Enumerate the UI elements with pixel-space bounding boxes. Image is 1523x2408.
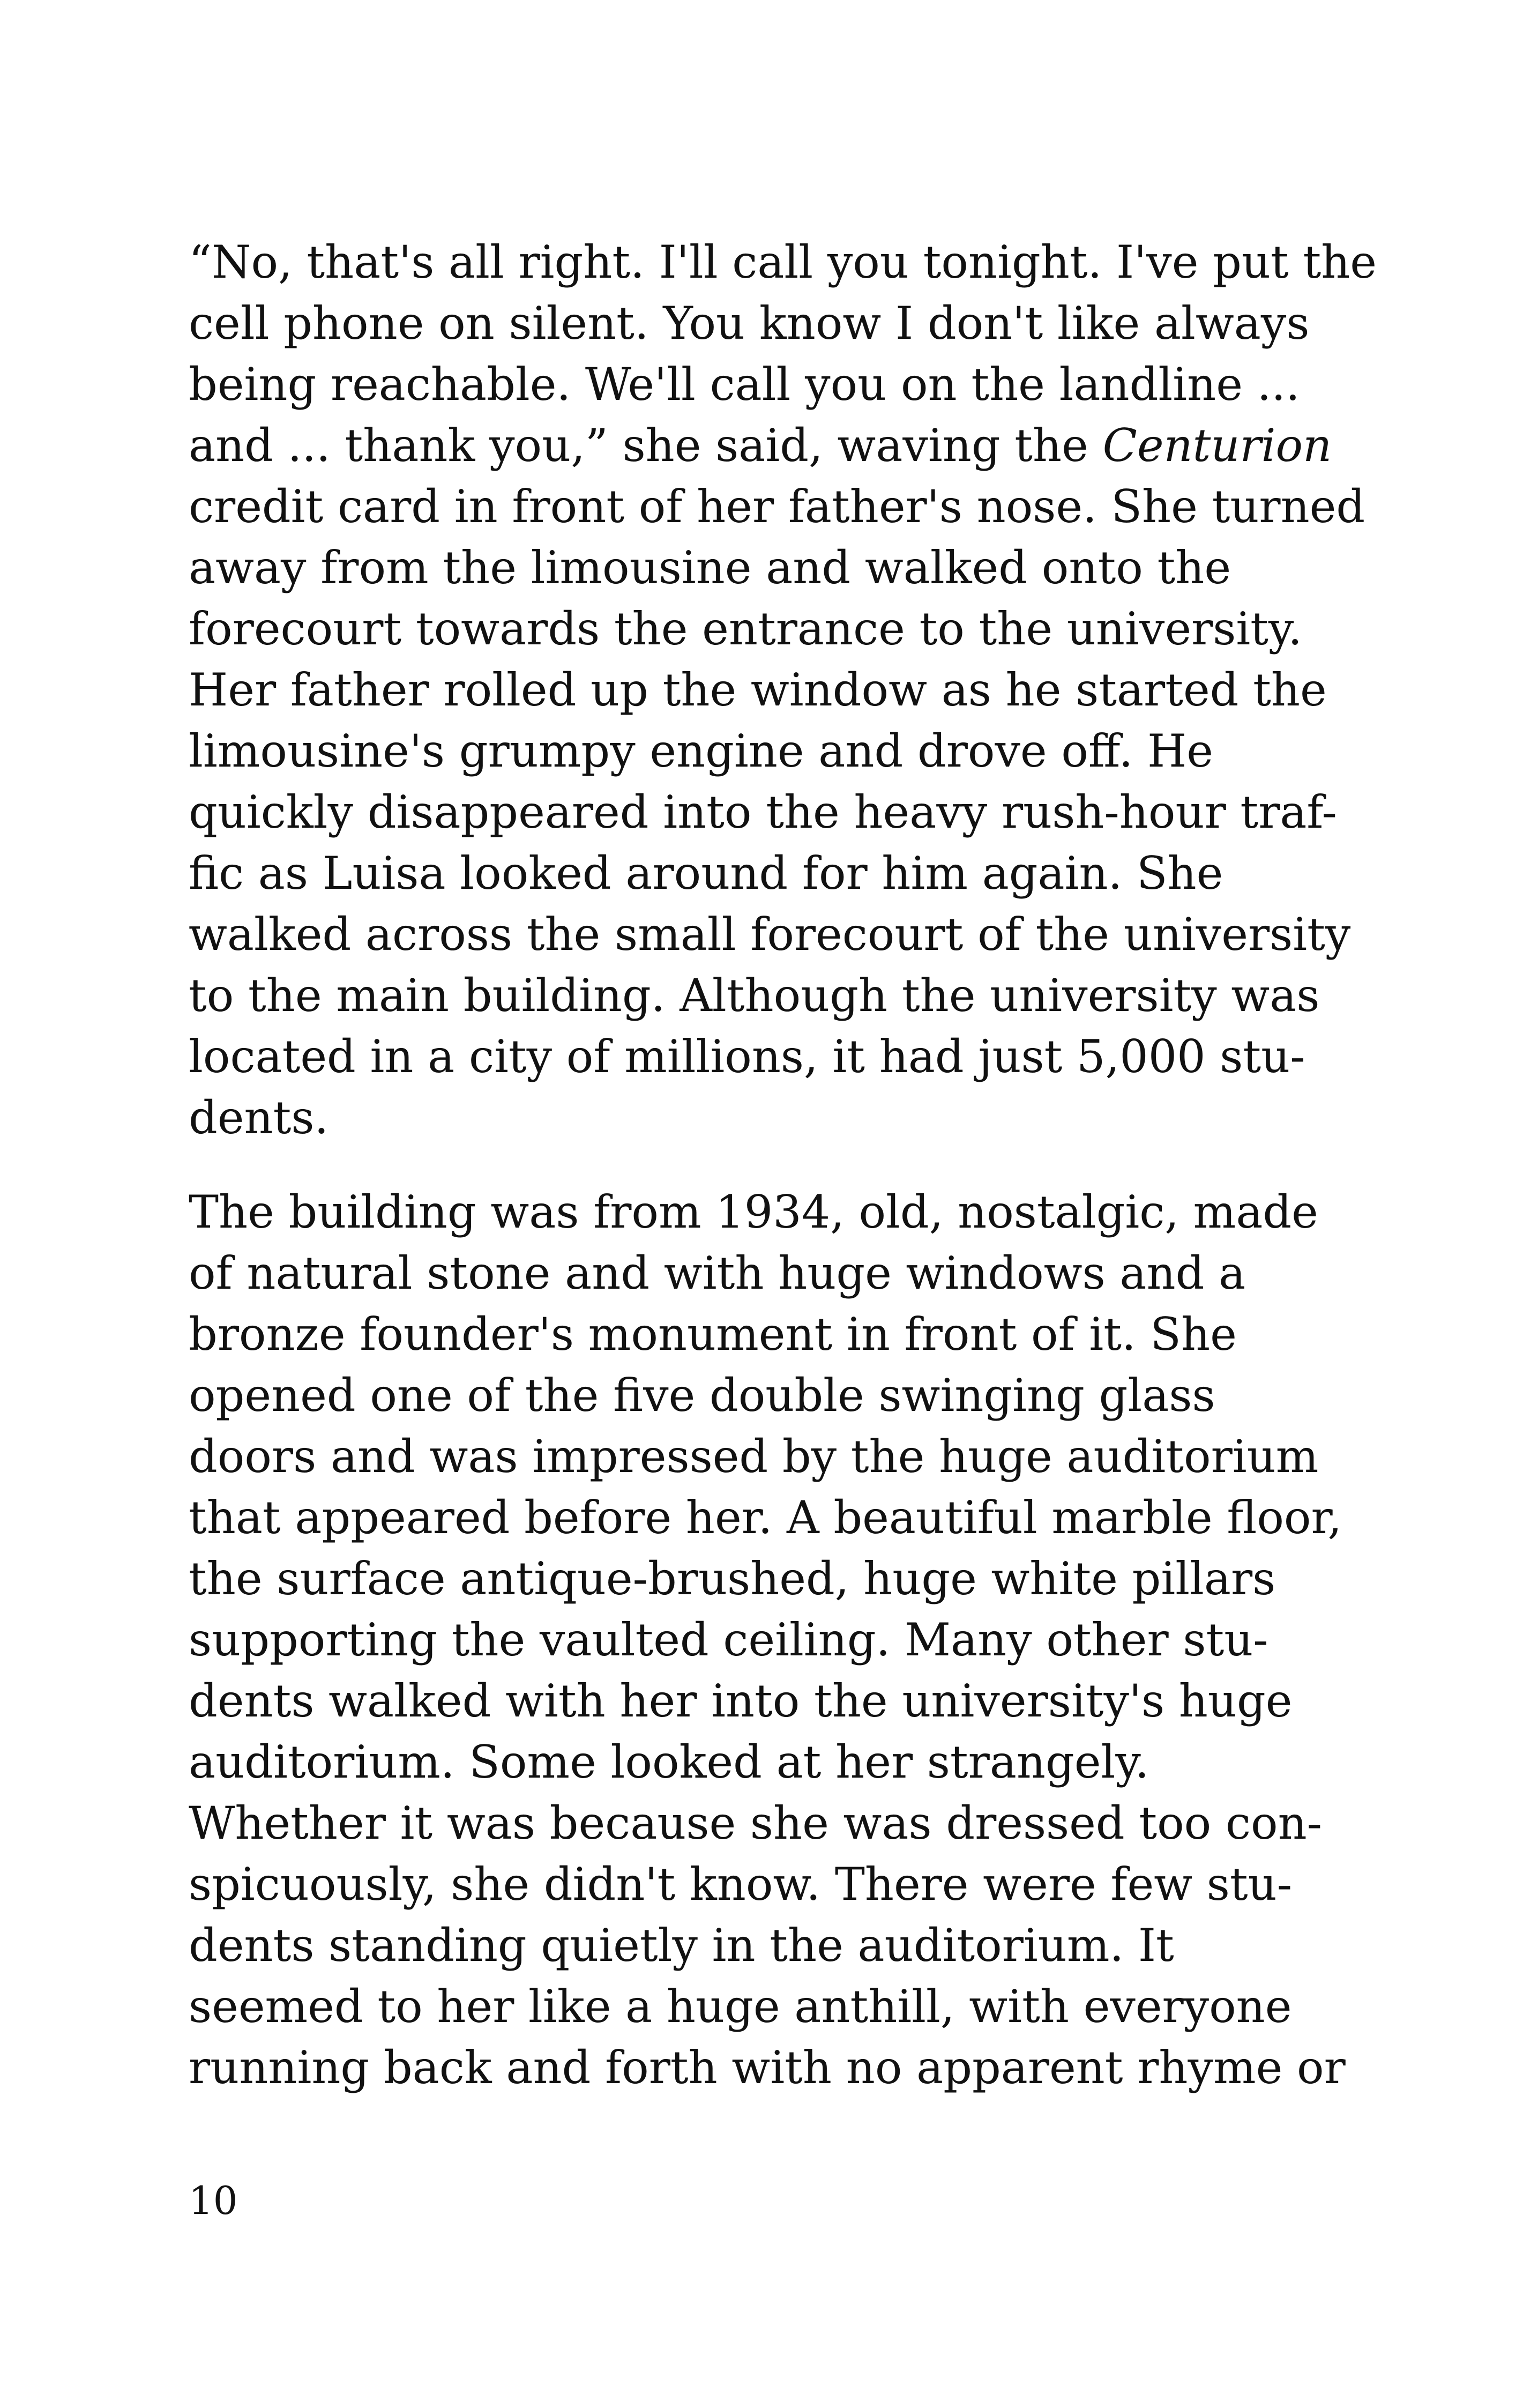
text-line: credit card in front of her father's nose. She turned: [189, 480, 1365, 533]
text-line: quickly disappeared into the heavy rush-hour traf-: [189, 786, 1337, 838]
text-line: dents walked with her into the university's huge: [189, 1675, 1293, 1727]
italic-term: Centurion: [1102, 419, 1332, 472]
text-line: dents standing quietly in the auditorium. It: [189, 1919, 1174, 1972]
text-line: “No, that's all right. I'll call you tonight. I've put the: [189, 236, 1377, 288]
text-line: walked across the small forecourt of the university: [189, 908, 1351, 961]
text-line: supporting the vaulted ceiling. Many other stu-: [189, 1614, 1268, 1666]
text-line: running back and forth with no apparent rhyme or: [189, 2041, 1346, 2094]
text-line: away from the limousine and walked onto the: [189, 541, 1231, 594]
text-line: being reachable. We'll call you on the landline ...: [189, 358, 1300, 411]
text-line: located in a city of millions, it had just 5,000 stu-: [189, 1030, 1305, 1083]
text-line: opened one of the five double swinging glass: [189, 1369, 1215, 1422]
paragraph-spacer: [189, 1148, 1303, 1181]
text-line: [189, 415, 1332, 476]
page-number: 10: [189, 2178, 238, 2223]
text-line: Her father rolled up the window as he started the: [189, 664, 1327, 716]
text-line: The building was from 1934, old, nostalgic, made: [189, 1186, 1318, 1238]
text-line: fic as Luisa looked around for him again. She: [189, 847, 1223, 900]
paragraph-2: [189, 1181, 1346, 2098]
text-line: the surface antique-brushed, huge white pillars: [189, 1552, 1276, 1605]
text-line: Whether it was because she was dressed too con-: [189, 1797, 1323, 1849]
text-line: limousine's grumpy engine and drove off. He: [189, 725, 1213, 777]
text-line: auditorium. Some looked at her strangely.: [189, 1736, 1149, 1788]
text-run: and ... thank you,” she said, waving the: [189, 419, 1103, 472]
text-line: of natural stone and with huge windows and a: [189, 1247, 1246, 1299]
text-line: dents.: [189, 1091, 329, 1144]
text-line: that appeared before her. A beautiful marble floor,: [189, 1491, 1342, 1544]
text-line: spicuously, she didn't know. There were few stu-: [189, 1858, 1293, 1911]
text-line: forecourt towards the entrance to the university.: [189, 603, 1302, 655]
text-line: to the main building. Although the university was: [189, 969, 1320, 1022]
text-line: seemed to her like a huge anthill, with everyone: [189, 1980, 1292, 2033]
text-line: doors and was impressed by the huge auditorium: [189, 1430, 1319, 1483]
text-line: cell phone on silent. You know I don't like always: [189, 297, 1310, 350]
body-text: [189, 232, 1377, 2098]
paragraph-1: [189, 232, 1377, 1148]
text-line: bronze founder's monument in front of it. She: [189, 1308, 1237, 1361]
